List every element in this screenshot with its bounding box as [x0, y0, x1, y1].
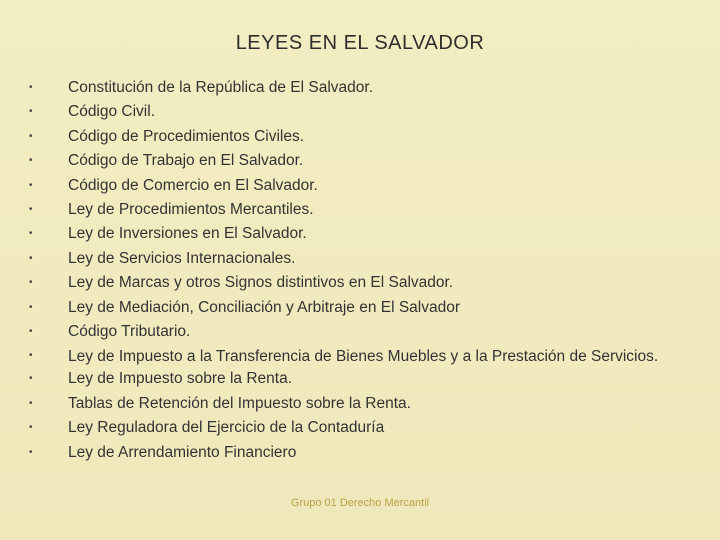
list-item-text: Código de Trabajo en El Salvador. — [68, 152, 304, 170]
list-item — [0, 100, 720, 124]
list-item — [0, 174, 720, 198]
bullet-icon: • — [29, 397, 33, 409]
bullet-icon: • — [29, 446, 33, 458]
bullet-icon: • — [29, 277, 33, 289]
list-item-text: Ley de Marcas y otros Signos distintivos en El Salvador. — [68, 274, 454, 292]
bullet-icon: • — [29, 204, 33, 216]
bullet-icon: • — [29, 252, 33, 264]
list-item — [0, 76, 720, 100]
bullet-icon: • — [29, 301, 33, 313]
list-item-text: Ley de Impuesto sobre la Renta. — [68, 370, 293, 388]
bullet-icon: • — [29, 326, 33, 338]
list-item-text: Ley de Arrendamiento Financiero — [68, 443, 297, 461]
bullet-icon: • — [29, 373, 33, 385]
list-item-text: Ley de Inversiones en El Salvador. — [68, 225, 307, 243]
list-item-text: Ley de Procedimientos Mercantiles. — [68, 201, 314, 219]
list-item — [0, 441, 720, 465]
list-item — [0, 344, 720, 367]
bullet-icon: • — [29, 155, 33, 167]
bullet-icon: • — [29, 106, 33, 118]
list-item — [0, 296, 720, 320]
slide-title: LEYES EN EL SALVADOR — [235, 32, 485, 54]
bullet-icon: • — [29, 130, 33, 142]
list-item — [0, 247, 720, 271]
list-item-text: Ley de Mediación, Conciliación y Arbitraje en El Salvador — [68, 298, 461, 316]
list-item-text: Ley de Impuesto a la Transferencia de Bienes Muebles y a la Prestación de Servicios. — [68, 348, 659, 366]
bullet-icon: • — [29, 350, 33, 362]
bullet-icon: • — [29, 179, 33, 191]
list-item — [0, 271, 720, 295]
list-item — [0, 198, 720, 222]
list-item-text: Código de Procedimientos Civiles. — [68, 127, 305, 145]
list-item — [0, 125, 720, 149]
laws-list — [0, 76, 720, 465]
list-item-text: Ley de Servicios Internacionales. — [68, 249, 296, 267]
list-item — [0, 222, 720, 246]
list-item — [0, 320, 720, 344]
list-item — [0, 392, 720, 416]
list-item-text: Constitución de la República de El Salvador. — [68, 79, 374, 96]
list-item-text: Código Civil. — [68, 103, 156, 121]
slide-footer: Grupo 01 Derecho Mercantil — [290, 497, 430, 509]
list-item-text: Código Tributario. — [68, 323, 191, 341]
list-item-text: Tablas de Retención del Impuesto sobre la Renta. — [68, 394, 411, 412]
bullet-icon: • — [29, 228, 33, 240]
list-item — [0, 149, 720, 173]
list-item-text: Ley Reguladora del Ejercicio de la Contaduría — [68, 419, 385, 437]
list-item — [0, 367, 720, 391]
list-item — [0, 416, 720, 440]
bullet-icon: • — [29, 422, 33, 434]
bullet-icon: • — [29, 82, 33, 93]
list-item-text: Código de Comercio en El Salvador. — [68, 176, 318, 194]
